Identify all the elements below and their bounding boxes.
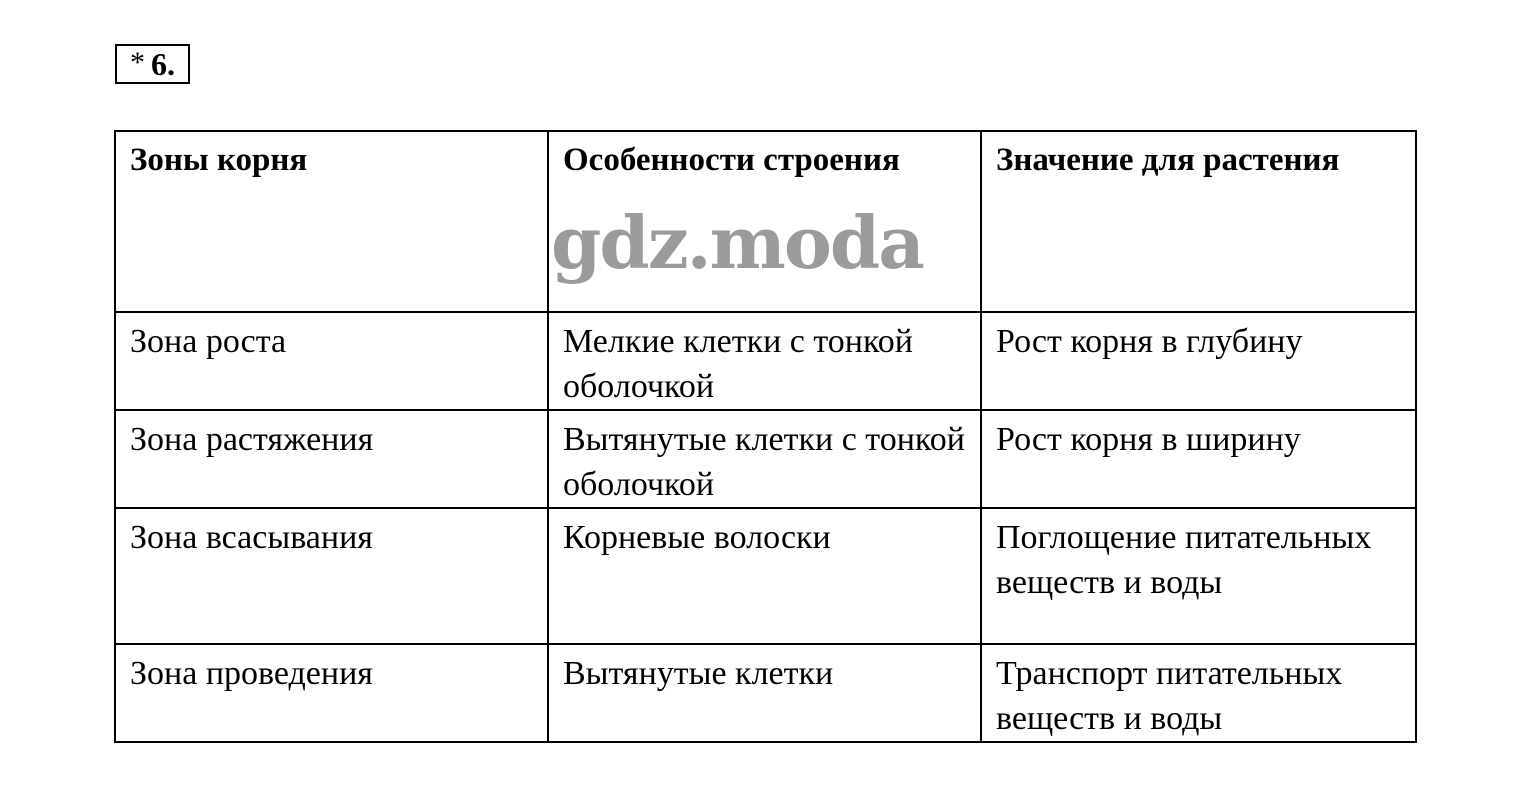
zone-name-cell: Зона роста — [115, 312, 548, 410]
header-significance: Значение для растения — [981, 131, 1416, 312]
star-icon: * — [130, 46, 145, 79]
structure-cell: Вытянутые клетки с тонкой оболочкой — [548, 410, 981, 508]
header-root-zones: Зоны корня — [115, 131, 548, 312]
significance-cell: Транспорт питательных веществ и воды — [981, 644, 1416, 742]
task-number-badge — [115, 44, 190, 84]
header-structure-features-label: Особенности строения — [563, 142, 900, 178]
table-row — [115, 508, 1416, 644]
table-header-row — [115, 131, 1416, 312]
significance-cell: Рост корня в глубину — [981, 312, 1416, 410]
zone-name-cell: Зона растяжения — [115, 410, 548, 508]
header-structure-features — [548, 131, 981, 312]
task-number: 6. — [151, 46, 175, 82]
table-row — [115, 312, 1416, 410]
significance-cell: Рост корня в ширину — [981, 410, 1416, 508]
structure-cell: Вытянутые клетки — [548, 644, 981, 742]
zone-name-cell: Зона проведения — [115, 644, 548, 742]
table-row — [115, 410, 1416, 508]
watermark-logo: gdz.moda — [551, 200, 923, 285]
table-row — [115, 644, 1416, 742]
structure-cell: Корневые волоски — [548, 508, 981, 644]
root-zones-table — [114, 130, 1417, 743]
zone-name-cell: Зона всасывания — [115, 508, 548, 644]
significance-cell: Поглощение питательных веществ и воды — [981, 508, 1416, 644]
structure-cell: Мелкие клетки с тонкой оболочкой — [548, 312, 981, 410]
